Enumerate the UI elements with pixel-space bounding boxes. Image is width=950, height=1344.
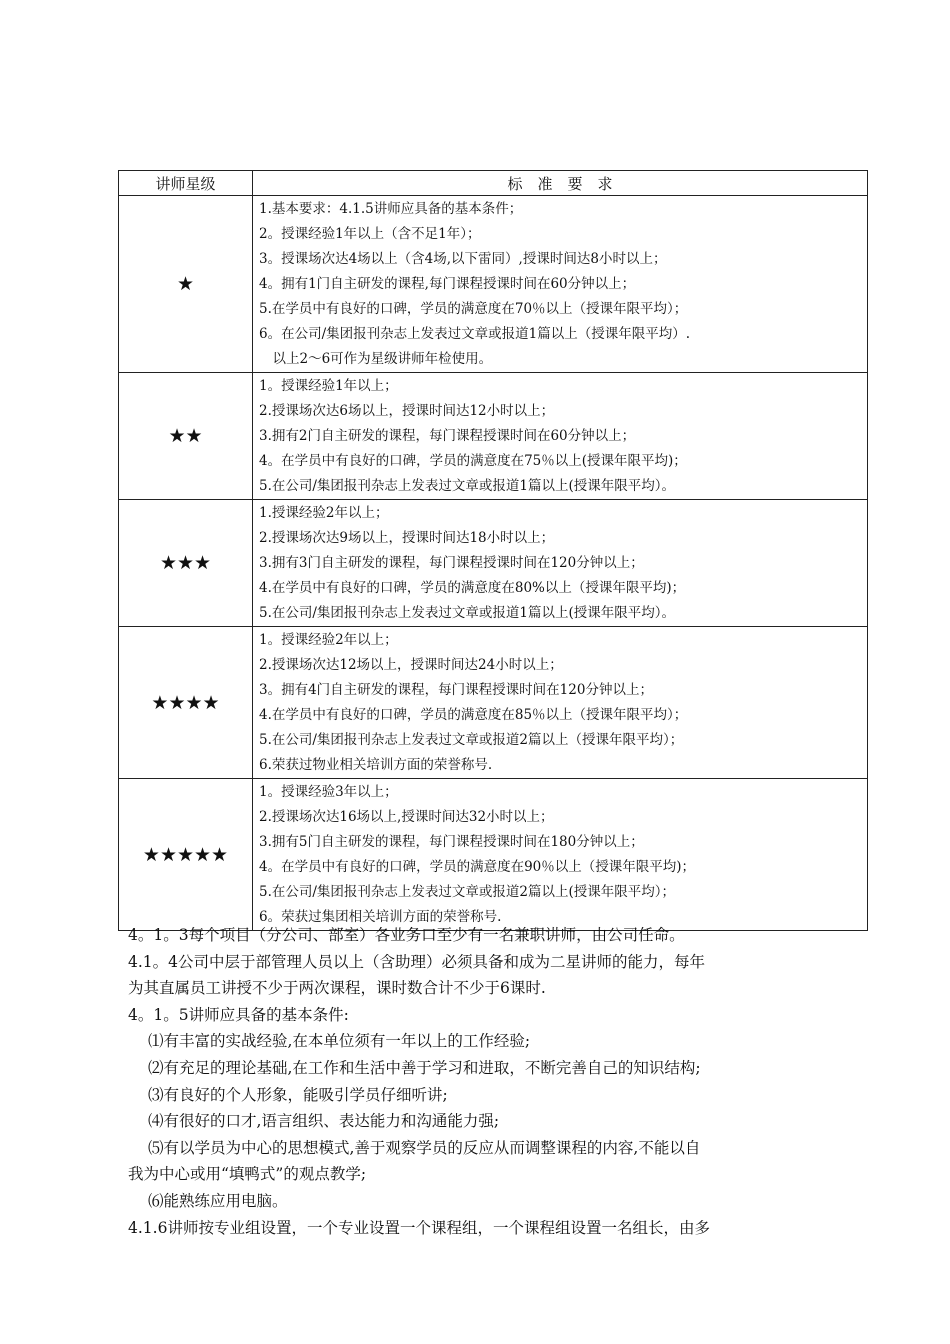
paragraph-line: ⑷有很好的口才,语言组织、表达能力和沟通能力强; [148,1112,500,1131]
requirement-line: 6。在公司/集团报刊杂志上发表过文章或报道1篇以上（授课年限平均）. [259,326,691,342]
requirement-line: 1。授课经验3年以上； [259,784,398,800]
star-level-4: ★★★★ [119,627,253,779]
header-requirements: 标 准 要 求 [253,171,868,196]
table-row [119,500,868,627]
requirement-line: 2.授课场次达9场以上，授课时间达18小时以上； [259,530,555,546]
paragraph-line: 4.1.6讲师按专业组设置，一个专业设置一个课程组，一个课程组设置一名组长，由多 [128,1218,710,1237]
paragraph-line: 为其直属员工讲授不少于两次课程，课时数合计不少于6课时. [128,979,546,998]
requirements-cell [253,500,868,627]
requirements-cell [253,196,868,373]
requirement-line: 4。在学员中有良好的口碑，学员的满意度在75％以上(授课年限平均)； [259,453,687,469]
lecturer-star-standards-table [118,170,868,931]
requirement-line: 2。授课经验1年以上（含不足1年）； [259,226,481,242]
requirement-line: 3.拥有2门自主研发的课程，每门课程授课时间在60分钟以上； [259,428,636,444]
requirement-line: 1.授课经验2年以上； [259,505,389,521]
requirement-line: 4.在学员中有良好的口碑，学员的满意度在85％以上（授课年限平均）； [259,707,688,723]
requirement-line: 6。荣获过集团相关培训方面的荣誉称号. [259,909,502,925]
requirement-line: 5.在学员中有良好的口碑，学员的满意度在70％以上（授课年限平均）； [259,301,688,317]
requirement-line: 3.拥有3门自主研发的课程，每门课程授课时间在120分钟以上； [259,555,644,571]
requirements-cell [253,779,868,931]
requirement-line: 1。授课经验1年以上； [259,378,398,394]
requirement-line: 3.拥有5门自主研发的课程，每门课程授课时间在180分钟以上； [259,834,644,850]
paragraph-line: ⑵有充足的理论基础,在工作和生活中善于学习和进取，不断完善自己的知识结构; [148,1058,701,1077]
paragraph-line: 4.1。4公司中层于部管理人员以上（含助理）必须具备和成为二星讲师的能力，每年 [128,952,706,971]
star-level-3: ★★★ [119,500,253,627]
paragraph-line: 4。1。5讲师应具备的基本条件: [128,1005,349,1024]
body-text [128,922,868,1241]
requirement-line: 2.授课场次达12场以上，授课时间达24小时以上； [259,657,563,673]
requirement-line: 5.在公司/集团报刊杂志上发表过文章或报道2篇以上(授课年限平均）； [259,884,676,900]
requirement-line: 3。拥有4门自主研发的课程，每门课程授课时间在120分钟以上； [259,682,653,698]
requirement-line: 1。授课经验2年以上； [259,632,398,648]
table-row [119,196,868,373]
requirements-cell [253,373,868,500]
requirement-line: 5.在公司/集团报刊杂志上发表过文章或报道1篇以上(授课年限平均）。 [259,605,676,621]
requirement-line: 5.在公司/集团报刊杂志上发表过文章或报道1篇以上(授课年限平均）。 [259,478,676,494]
requirement-line: 4。拥有1门自主研发的课程,每门课程授课时间在60分钟以上； [259,276,636,292]
paragraph-line: ⑸有以学员为中心的思想模式,善于观察学员的反应从而调整课程的内容,不能以自 [148,1138,701,1157]
requirement-line: 3。授课场次达4场以上（含4场,以下雷同）,授课时间达8小时以上； [259,251,667,267]
requirement-line: 2.授课场次达16场以上,授课时间达32小时以上； [259,809,554,825]
paragraph-line: ⑴有丰富的实战经验,在本单位须有一年以上的工作经验; [148,1032,531,1051]
requirement-line: 以上2～6可作为星级讲师年检使用。 [259,351,493,367]
table-row [119,627,868,779]
star-level-1: ★ [119,196,253,373]
requirement-line: 2.授课场次达6场以上，授课时间达12小时以上； [259,403,555,419]
requirements-cell [253,627,868,779]
table-body [119,196,868,931]
paragraph-line: ⑶有良好的个人形象，能吸引学员仔细听讲; [148,1085,448,1104]
requirement-line: 4.在学员中有良好的口碑，学员的满意度在80%以上（授课年限平均)； [259,580,686,596]
requirement-line: 6.荣获过物业相关培训方面的荣誉称号. [259,757,493,773]
paragraph-line: 我为中心或用“填鸭式”的观点教学; [128,1165,367,1184]
star-level-2: ★★ [119,373,253,500]
requirement-line: 4。在学员中有良好的口碑，学员的满意度在90％以上（授课年限平均)； [259,859,696,875]
requirement-line: 1.基本要求：4.1.5讲师应具备的基本条件； [259,201,523,217]
paragraph-line: ⑹能熟练应用电脑。 [148,1191,288,1210]
paragraph-line: 4。1。3每个项目（分公司、部室）各业务口至少有一名兼职讲师，由公司任命。 [128,926,685,944]
table-row [119,779,868,931]
table-header-row [119,171,868,196]
star-level-5: ★★★★★ [119,779,253,931]
table-row [119,373,868,500]
header-star-level: 讲师星级 [119,171,253,196]
requirement-line: 5.在公司/集团报刊杂志上发表过文章或报道2篇以上（授课年限平均）； [259,732,684,748]
